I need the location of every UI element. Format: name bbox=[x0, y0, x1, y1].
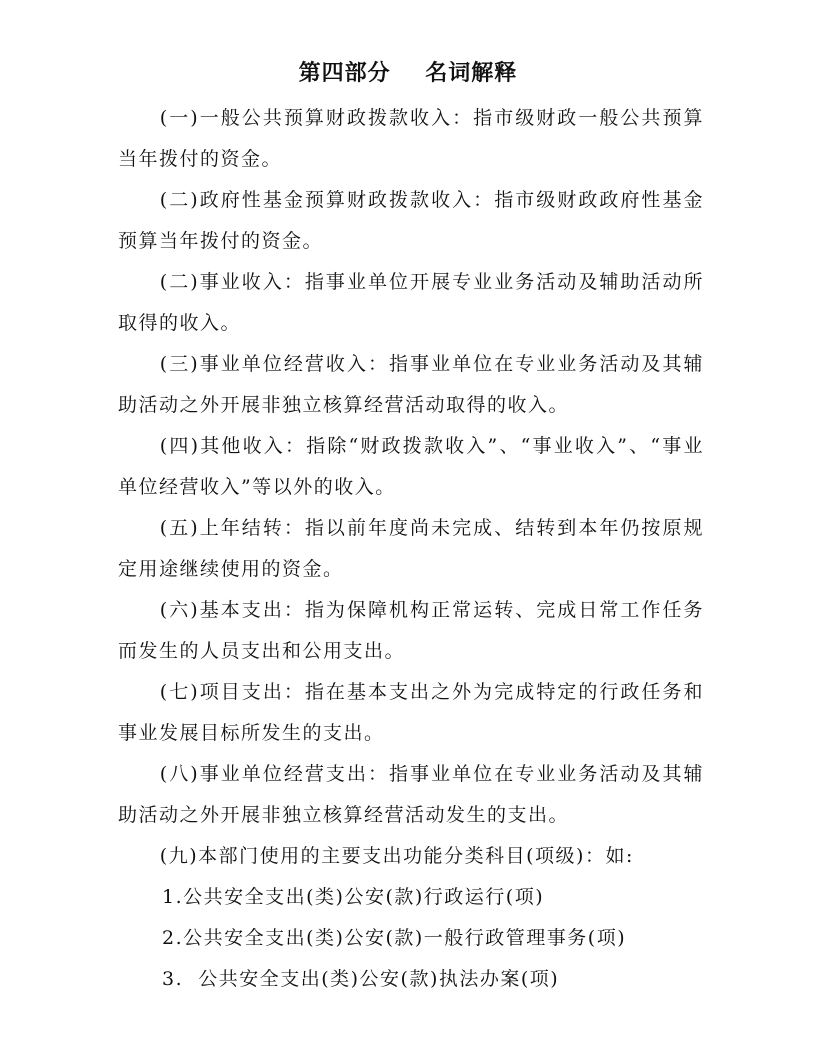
paragraph-project-expenditure: (七)项目支出：指在基本支出之外为完成特定的行政任务和事业发展目标所发生的支出。 bbox=[118, 681, 704, 744]
list-item: 1.公共安全支出(类)公安(款)行政运行(项) bbox=[162, 886, 545, 908]
paragraph-expenditure-classification: (九)本部门使用的主要支出功能分类科目(项级)：如: bbox=[159, 845, 634, 867]
list-item: 2.公共安全支出(类)公安(款)一般行政管理事务(项) bbox=[162, 927, 627, 949]
paragraph-prior-year-carryover: (五)上年结转：指以前年度尚未完成、结转到本年仍按原规定用途继续使用的资金。 bbox=[118, 517, 704, 580]
paragraph-operating-revenue: (三)事业单位经营收入：指事业单位在专业业务活动及其辅助活动之外开展非独立核算经营活动取得的收入。 bbox=[118, 353, 704, 416]
document-body bbox=[118, 98, 704, 1000]
page-title: 第四部分 名词解释 bbox=[298, 61, 518, 86]
paragraph-general-budget-revenue: (一)一般公共预算财政拨款收入：指市级财政一般公共预算当年拨付的资金。 bbox=[118, 107, 704, 170]
paragraph-operating-expenditure: (八)事业单位经营支出：指事业单位在专业业务活动及其辅助活动之外开展非独立核算经营活动发生的支出。 bbox=[118, 763, 704, 826]
paragraph-business-revenue: (二)事业收入：指事业单位开展专业业务活动及辅助活动所取得的收入。 bbox=[118, 271, 704, 334]
paragraph-basic-expenditure: (六)基本支出：指为保障机构正常运转、完成日常工作任务而发生的人员支出和公用支出。 bbox=[118, 599, 704, 662]
paragraph-other-revenue: (四)其他收入：指除“财政拨款收入”、“事业收入”、“事业单位经营收入”等以外的收入。 bbox=[118, 435, 704, 498]
paragraph-government-fund-revenue: (二)政府性基金预算财政拨款收入：指市级财政政府性基金预算当年拨付的资金。 bbox=[118, 189, 704, 252]
list-item: 3. 公共安全支出(类)公安(款)执法办案(项) bbox=[162, 968, 560, 990]
